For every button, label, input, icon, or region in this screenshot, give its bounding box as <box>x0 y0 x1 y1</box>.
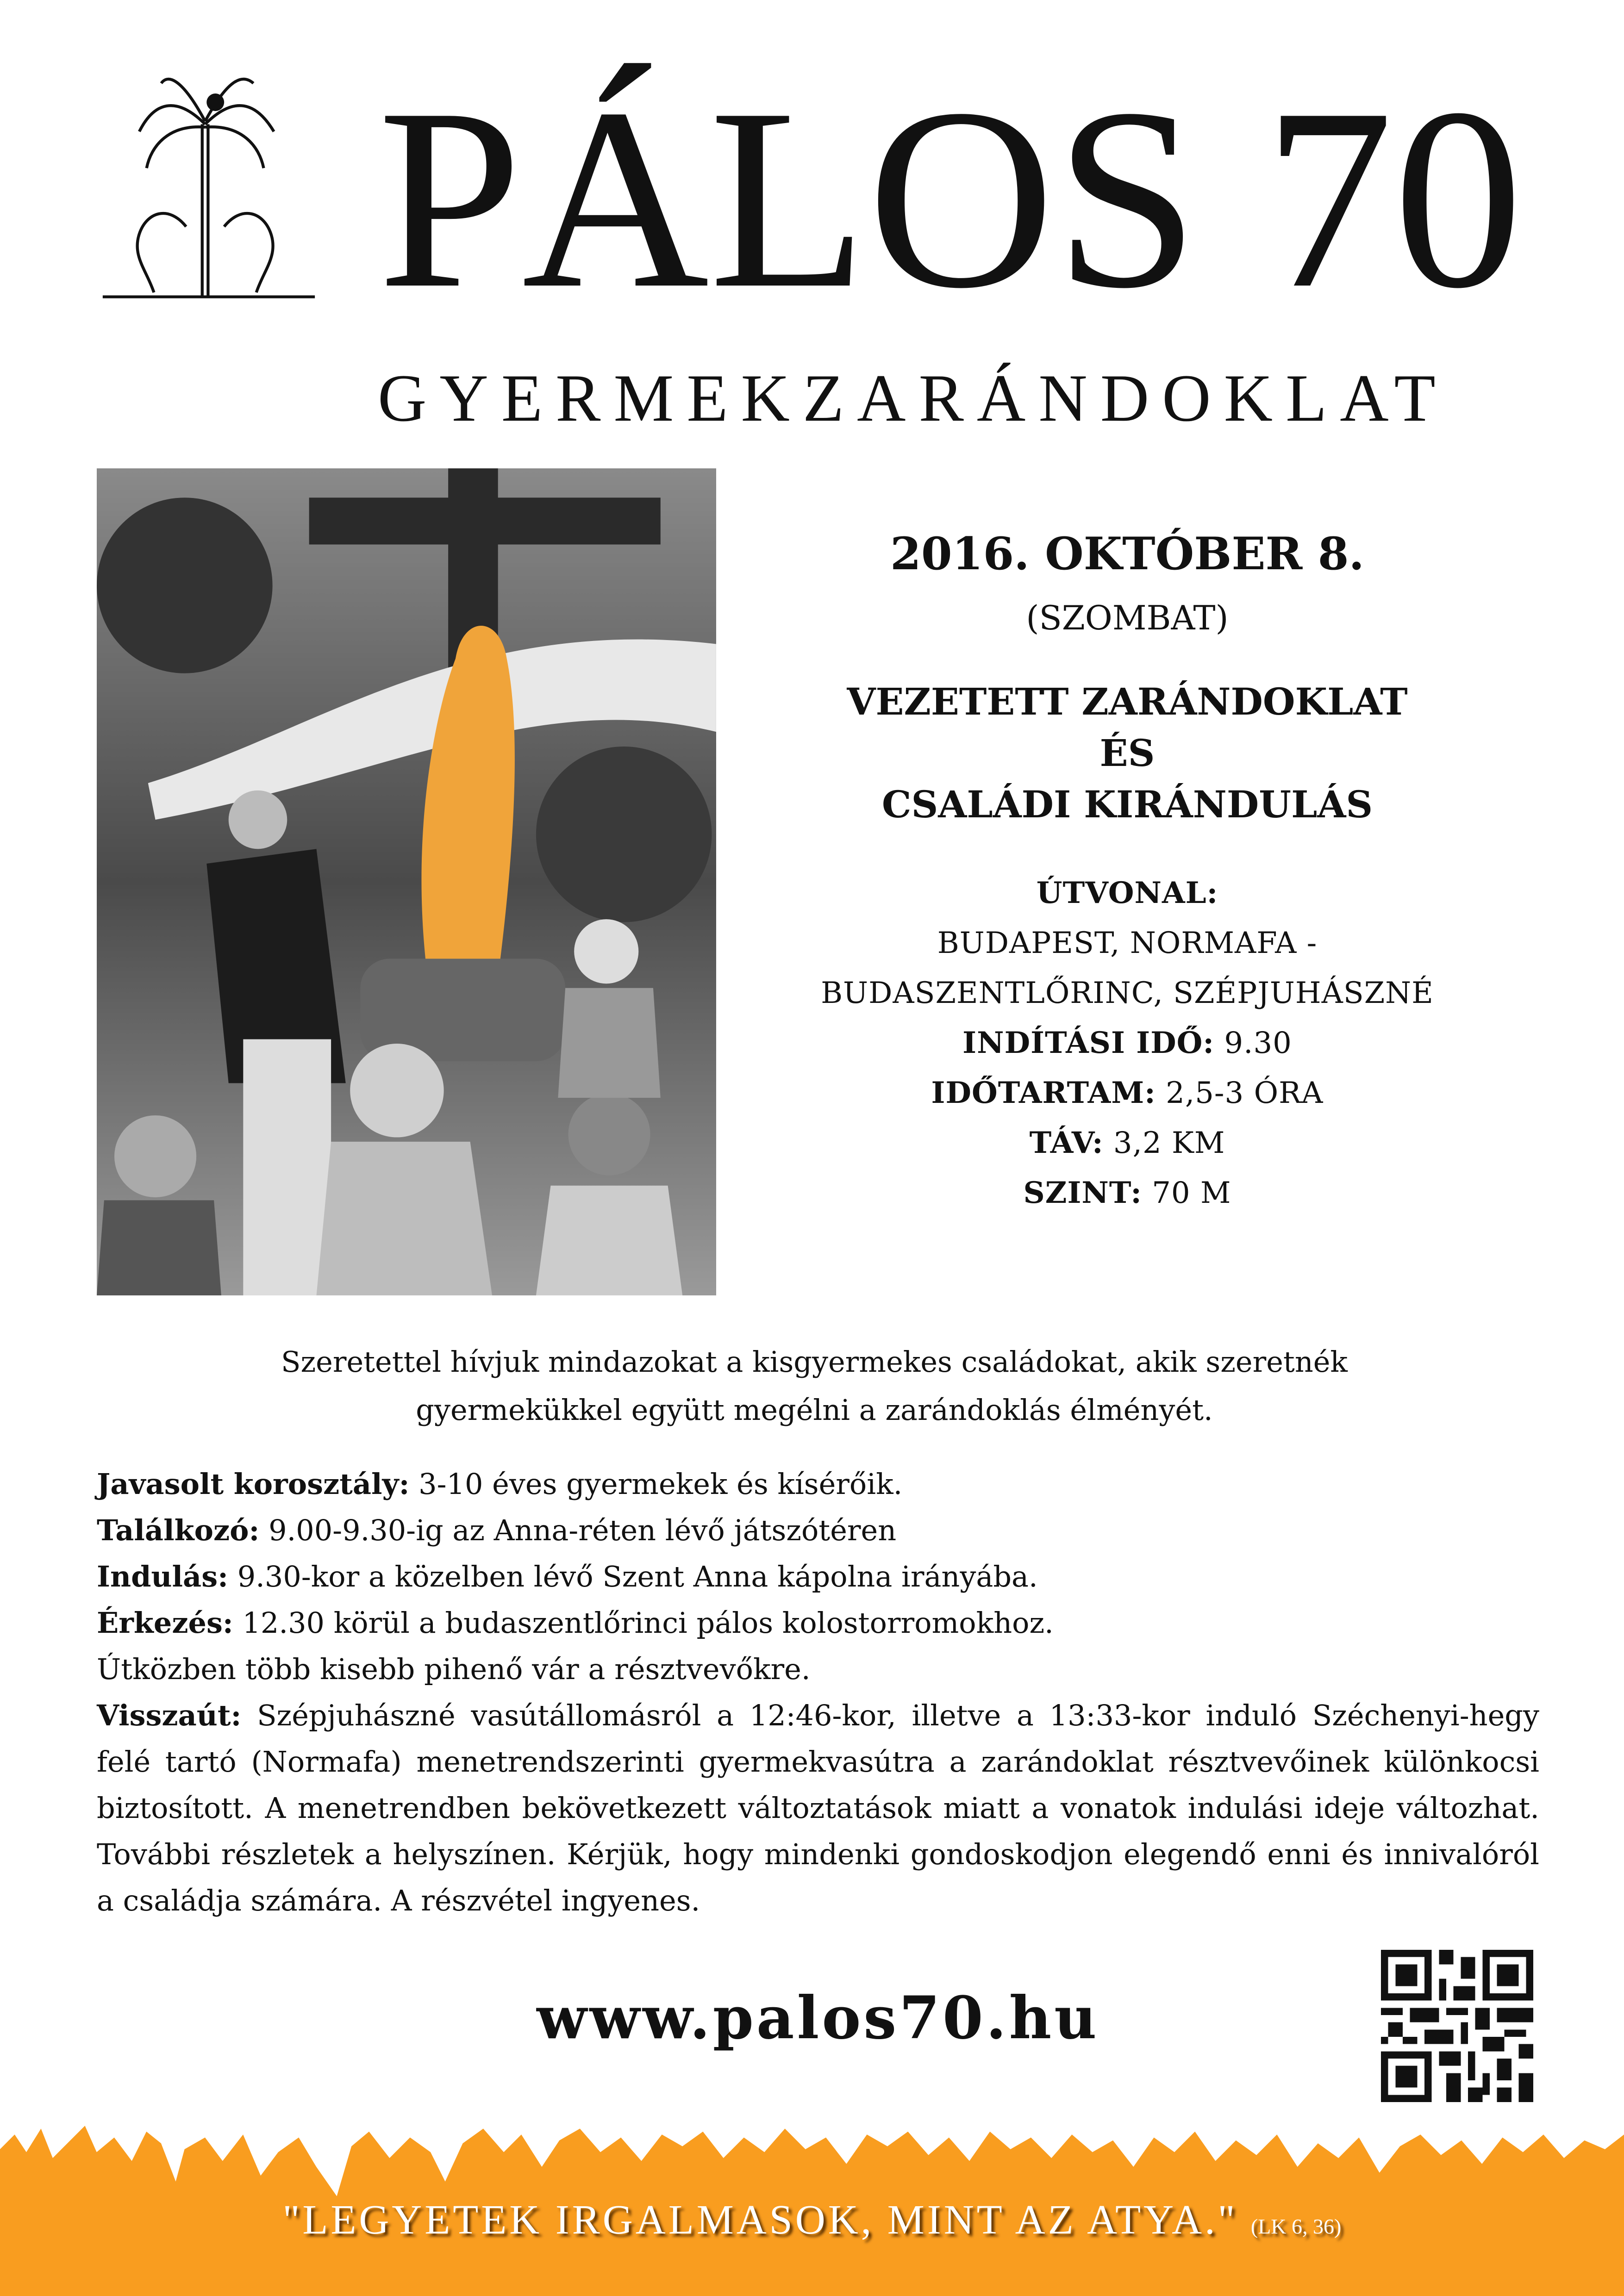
detail-start-time: INDÍTÁSI IDŐ: 9.30 <box>962 1025 1292 1060</box>
event-description <box>97 1461 1539 1924</box>
desc-departure: Indulás: 9.30-kor a közelben lévő Szent Anna kápolna irányába. <box>97 1560 1038 1593</box>
poster-subtitle: GYERMEKZARÁNDOKLAT <box>378 361 1449 436</box>
intro-text <box>97 1338 1532 1434</box>
desc-return: Visszaút: Szépjuhászné vasútállomásról a 12:46-kor, illetve a 13:33-kor induló Széchenyi-hegy felé tartó (Normafa) menetrendszerinti gyermekvasútra a zarándoklat résztvevőinek különkocsi biztosított. A menetrendben bekövetkezett változtatások miatt a vonatok indulási ideje változhat. További részletek a helyszínen. Kérjük, hogy mindenki gondoskodjon elegendő enni és innivalóról a családja számára. A részvétel ingyenes. <box>97 1699 1539 1917</box>
heading-line: VEZETETT ZARÁNDOKLAT <box>847 679 1408 723</box>
detail-duration: IDŐTARTAM: 2,5-3 ÓRA <box>931 1075 1324 1110</box>
intro-line: gyermekükkel együtt megélni a zarándoklás élményét. <box>416 1393 1213 1427</box>
event-heading <box>762 676 1493 830</box>
route-line: BUDAPEST, NORMAFA - <box>937 926 1318 960</box>
website-link[interactable]: www.palos70.hu <box>537 1984 1099 2052</box>
heading-line: ÉS <box>1099 731 1155 775</box>
route-line: BUDASZENTLŐRINC, SZÉPJUHÁSZNÉ <box>821 976 1434 1010</box>
qr-code-icon[interactable] <box>1381 1950 1533 2102</box>
desc-age: Javasolt korosztály: 3-10 éves gyermekek és kísérőik. <box>97 1467 903 1501</box>
detail-distance: TÁV: 3,2 KM <box>1029 1125 1225 1160</box>
desc-arrival: Érkezés: 12.30 körül a budaszentlőrinci pálos kolostorromokhoz. <box>97 1606 1054 1640</box>
detail-elevation: SZINT: 70 M <box>1023 1175 1231 1210</box>
heading-line: CSALÁDI KIRÁNDULÁS <box>881 782 1373 826</box>
bible-quote <box>0 2196 1624 2244</box>
logo-crest-icon <box>95 66 322 303</box>
desc-meeting: Találkozó: 9.00-9.30-ig az Anna-réten lévő játszótéren <box>97 1513 897 1547</box>
event-info <box>762 527 1493 1218</box>
poster-title: PÁLOS 70 <box>378 55 1523 342</box>
route-details <box>762 868 1493 1218</box>
event-day: (SZOMBAT) <box>1026 598 1229 638</box>
intro-line: Szeretettel hívjuk mindazokat a kisgyermekes családokat, akik szeretnék <box>281 1345 1348 1379</box>
quote-text: "LEGYETEK IRGALMASOK, MINT AZ ATYA." <box>282 2197 1238 2243</box>
quote-reference: (LK 6, 36) <box>1250 2215 1342 2238</box>
desc-rest: Útközben több kisebb pihenő vár a résztvevőkre. <box>97 1652 811 1686</box>
event-photo <box>97 468 716 1295</box>
event-date: 2016. OKTÓBER 8. <box>890 528 1364 580</box>
route-label: ÚTVONAL: <box>1036 875 1218 910</box>
